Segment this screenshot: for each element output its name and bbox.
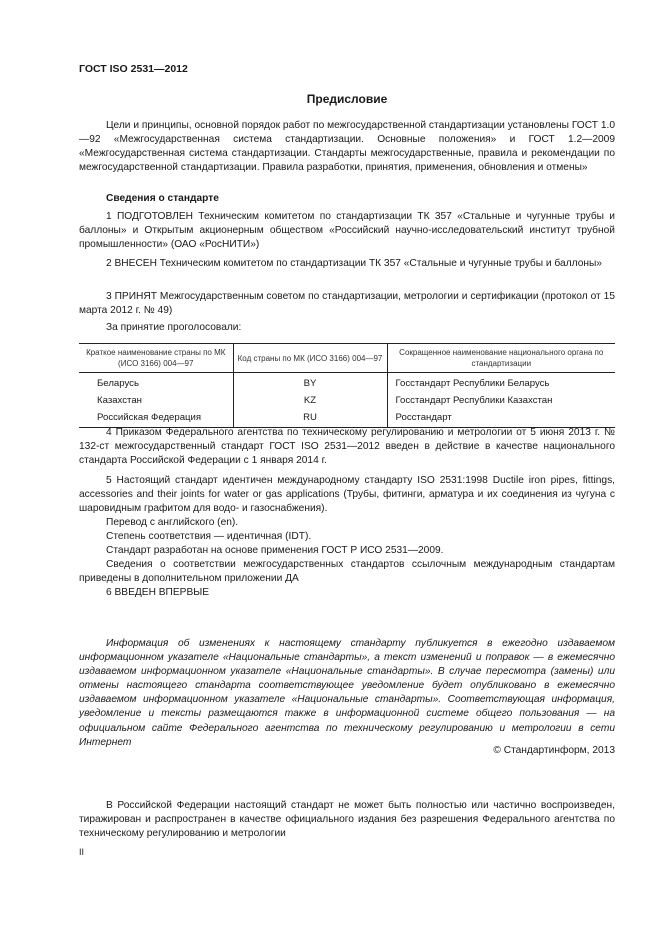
body-cell: Госстандарт Республики Беларусь (387, 373, 615, 392)
body-cell: Госстандарт Республики Казахстан (387, 392, 615, 409)
degree-line: Степень соответствия — идентичная (IDT). (106, 531, 312, 542)
vote-intro: За принятие проголосовали: (106, 322, 242, 333)
code-cell: RU (233, 409, 387, 428)
code-cell: BY (233, 373, 387, 392)
page-number: II (79, 847, 85, 857)
item-6-line: 6 ВВЕДЕН ВПЕРВЫЕ (106, 587, 210, 598)
translation-line: Перевод с английского (en). (106, 517, 239, 528)
intro-paragraph: Цели и принципы, основной порядок работ по межгосударственной стандартизации установлены ГОСТ 1.0—92 «Межгосударственная система стандартизации. Основные положения» и ГОСТ 1.2—2009 «Межгосударственная система стандартизации. Стандарты межгосударственные, правила и рекомендации по межгосударственной стандартизации. Правила разработки, принятия, применения, обновления и отмены» (79, 120, 615, 174)
voting-table (79, 343, 615, 428)
copyright-line: © Стандартинформ, 2013 (493, 745, 615, 756)
column-header-code: Код страны по МК (ИСО 3166) 004—97 (233, 344, 387, 373)
rights-paragraph: В Российской Федерации настоящий стандарт не может быть полностью или частично воспроизведен, тиражирован и распространен в качестве официального издания без разрешения Федерального агентства по техническому регулированию и метрологии (79, 800, 615, 840)
item-2-paragraph: 2 ВНЕСЕН Техническим комитетом по стандартизации ТК 357 «Стальные и чугунные трубы и баллоны» (106, 258, 602, 269)
section-subtitle: Сведения о стандарте (106, 193, 219, 204)
country-cell: Беларусь (97, 378, 139, 389)
body-cell: Росстандарт (387, 409, 615, 428)
table-header-row (79, 344, 615, 373)
table-row (79, 373, 615, 392)
code-cell: KZ (233, 392, 387, 409)
table-row (79, 392, 615, 409)
item-5-paragraph: 5 Настоящий стандарт идентичен международному стандарту ISO 2531:1998 Ductile iron pipes, fittings, accessories and their joints for water or gas applications (Трубы, фитинги, арматура и их соединения из чугуна с шаровидным графитом для водо- и газоснабжения). (79, 475, 615, 515)
references-paragraph: Сведения о соответствии межгосударственных стандартов ссылочным международным стандартам приведены в дополнительном приложении ДА (79, 559, 615, 585)
country-cell: Казахстан (97, 394, 142, 406)
item-3-paragraph: 3 ПРИНЯТ Межгосударственным советом по стандартизации, метрологии и сертификации (протокол от 15 марта 2012 г. № 49) (79, 291, 615, 317)
basis-line: Стандарт разработан на основе применения ГОСТ Р ИСО 2531—2009. (106, 545, 444, 556)
item-4-paragraph: 4 Приказом Федерального агентства по техническому регулированию и метрологии от 5 июня 2013 г. № 132-ст межгосударственный стандарт ГОСТ ISO 2531—2012 введен в действие в качестве национального стандарта Российской Федерации с 1 января 2014 г. (79, 427, 615, 467)
info-note-paragraph: Информация об изменениях к настоящему стандарту публикуется в ежегодно издаваемом информационном указателе «Национальные стандарты», а текст изменений и поправок — в ежемесячно издаваемом информационном указателе «Национальные стандарты». В случае пересмотра (замены) или отмены настоящего стандарта соответствующее уведомление будет опубликовано в ежемесячно издаваемом информационном указателе «Национальные стандарты». Соответствующая информация, уведомление и тексты размещаются также в информационной системе общего пользования — на официальном сайте Федерального агентства по техническому регулированию и метрологии в сети Интернет (79, 638, 615, 748)
column-header-body: Сокращенное наименование национального органа по стандартизации (387, 344, 615, 373)
item-1-paragraph: 1 ПОДГОТОВЛЕН Техническим комитетом по стандартизации ТК 357 «Стальные и чугунные трубы и баллоны» и Открытым акционерным обществом «Российский научно-исследовательский институт трубной промышленности» (ОАО «РосНИТИ») (79, 211, 615, 251)
page-title: Предисловие (306, 92, 388, 106)
document-header: ГОСТ ISO 2531—2012 (79, 63, 188, 75)
column-header-country: Краткое наименование страны по МК (ИСО 3166) 004—97 (79, 344, 233, 373)
country-cell: Российская Федерация (79, 409, 233, 428)
table-row (79, 409, 615, 428)
